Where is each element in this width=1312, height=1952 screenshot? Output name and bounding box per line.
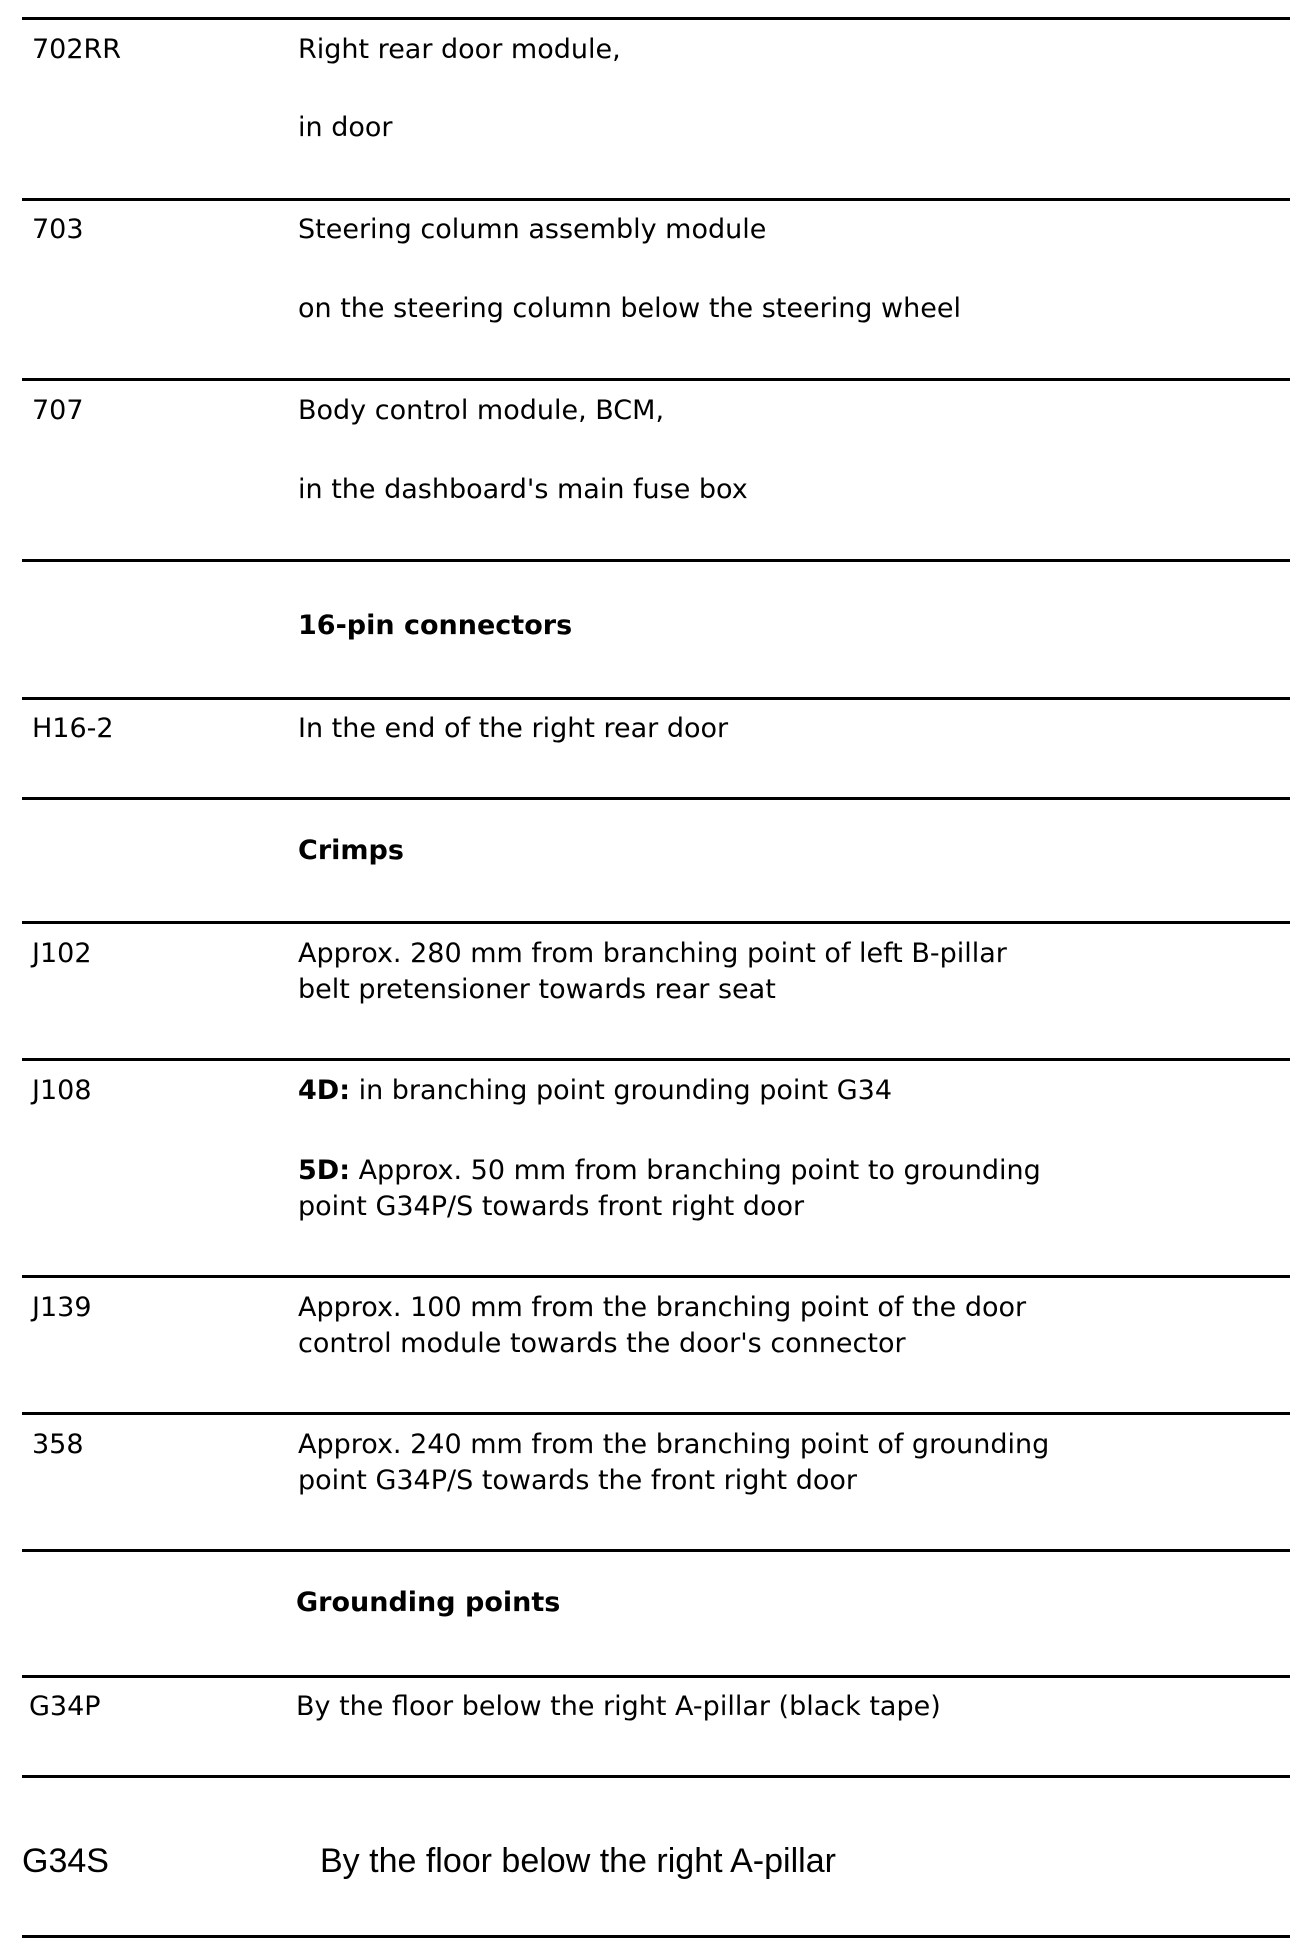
divider [22,1412,1290,1415]
section-heading-grounding: Grounding points [296,1587,561,1618]
component-name: Steering column assembly module [298,214,767,245]
component-location-5d-cont: point G34P/S towards front right door [298,1191,805,1222]
component-code: 707 [32,395,84,426]
divider [22,1275,1290,1278]
component-code: G34S [22,1842,109,1880]
component-location: Approx. 240 mm from the branching point of grounding [298,1429,1050,1460]
variant-text: in branching point grounding point G34 [350,1075,892,1106]
section-heading-connectors: 16-pin connectors [298,610,573,641]
component-location: control module towards the door's connector [298,1328,906,1359]
component-location: belt pretensioner towards rear seat [298,974,776,1005]
component-location-5d [298,1153,1041,1189]
variant-label: 4D: [298,1075,350,1106]
component-name: Right rear door module, [298,34,621,65]
component-location: Approx. 280 mm from branching point of left B-pillar [298,938,1007,969]
divider [22,1775,1290,1778]
component-code: J108 [32,1075,92,1106]
component-location: on the steering column below the steering wheel [298,293,961,324]
divider [22,797,1290,800]
divider [22,1549,1290,1552]
component-code: H16-2 [32,713,114,744]
divider [22,1058,1290,1061]
divider [22,198,1290,201]
component-location: In the end of the right rear door [298,713,729,744]
component-location-4d [298,1073,892,1109]
component-code: G34P [29,1691,101,1722]
component-location: in door [298,112,393,143]
divider [22,1935,1290,1938]
divider [22,921,1290,924]
divider [22,17,1290,20]
divider [22,378,1290,381]
component-code: J102 [32,938,92,969]
component-name: Body control module, BCM, [298,395,665,426]
component-location: point G34P/S towards the front right door [298,1465,857,1496]
component-location: By the floor below the right A-pillar [320,1842,836,1880]
component-code: 358 [32,1429,84,1460]
divider [22,559,1290,562]
component-location: Approx. 100 mm from the branching point of the door [298,1292,1027,1323]
divider [22,1675,1290,1678]
component-location: in the dashboard's main fuse box [298,474,748,505]
variant-label: 5D: [298,1155,350,1186]
component-code: J139 [32,1292,92,1323]
component-code: 703 [32,214,84,245]
component-code: 702RR [32,34,122,65]
divider [22,697,1290,700]
variant-text: Approx. 50 mm from branching point to grounding [350,1155,1041,1186]
section-heading-crimps: Crimps [298,835,404,866]
component-location: By the floor below the right A-pillar (black tape) [296,1691,941,1722]
